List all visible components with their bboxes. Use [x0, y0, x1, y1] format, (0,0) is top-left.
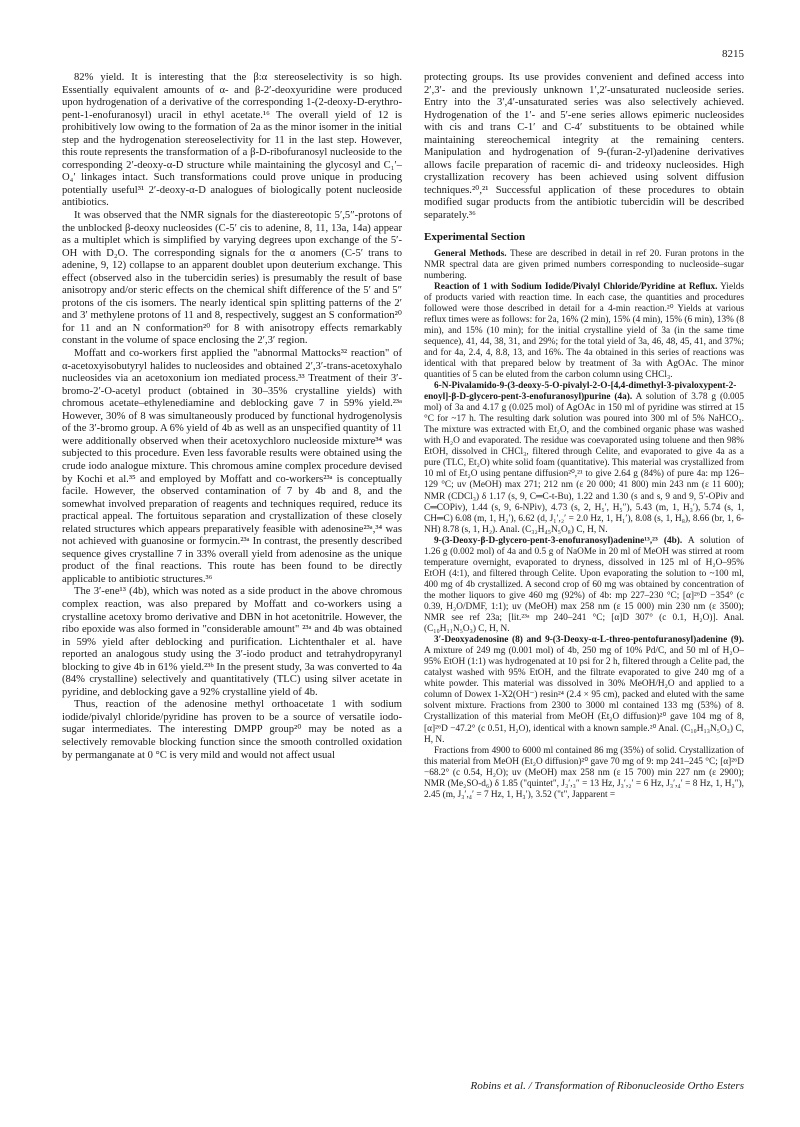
body-paragraph: It was observed that the NMR signals for the diastereotopic 5′,5″-protons of the unblocked β-deoxy nucleosides (C-5′ cis to adenine, 8, 11, 13a, 14a) appear as a multiplet which is simplified by varying degrees upon exchange of the 5′-OH with D₂O. The corresponding signals for the α anomers (C-5′ trans to adenine, 9, 12) collapse to an apparent doublet upon deuterium exchange. This effect (observed also in the tubercidin series) is presumably the result of base anisotropy and/or steric effects on the chemical shift difference of the 5′ and 5″ protons of the cis isomers. The nearly identical spin splitting patterns of the 2′ and 3′ methylene protons of 11 and 8, respectively, suggest an S conformation²⁰ for 11 and an N conformation²⁰ for 8 with anisotropy effects remarkably constant in the volume of space enclosing the 2′,3′ region. [62, 210, 402, 347]
body-paragraph: protecting groups. Its use provides convenient and defined access into 2′,3′- and the previously unknown 1′,2′-unsaturated nucleoside series. Entry into the 3′,4′-unsaturated series was also selectively achieved. Hydrogenation of the 1′- and 5′-ene series allows epimeric nucleosides with cis and trans C-1′ and C-4′ substituents to be obtained while maintaining stereochemical integrity at the remaining centers. Manipulation and hydrogenation of 9-(furan-2-yl)adenine derivatives allows facile preparation of racemic di- and trideoxy nucleosides. High crystallization recovery has been achieved using solvent diffusion techniques.²⁰,²¹ Successful application of these procedures to obtain modified sugar products from the antibiotic tubercidin will be described separately.³⁶ [424, 72, 744, 221]
entry-heading: General Methods. [434, 248, 507, 259]
section-title: Experimental Section [424, 231, 526, 243]
entry-text: A mixture of 249 mg (0.001 mol) of 4b, 250 mg of 10% Pd/C, and 50 ml of H₂O–95% EtOH (1:1) was hydrogenated at 10 psi for 2 h, filtered through a Celite pad, the catalyst washed with 95% EtOH, and the filtrate evaporated to give 240 mg of a white powder. This material was dissolved in 30% MeOH/H₂O and applied to a column of Dowex 1-X2(OH⁻) resin²⁴ (2.4 × 95 cm), packed and eluted with the same solvent mixture. Fractions from 2300 to 3000 ml contained 133 mg (53%) of 8. Crystallization of this material from MeOH (Et₂O diffusion)²⁰ gave 104 mg of 8, [α]²⁶D −47.2° (c 0.51, H₂O), identical with a known sample.²⁰ Anal. (C₁₀H₁₃N₅O₃) C, H, N. [424, 646, 744, 745]
left-column [62, 72, 402, 1072]
entry-text: Fractions from 4900 to 6000 ml contained 86 mg (35%) of solid. Crystallization of this material from MeOH (Et₂O diffusion)²⁰ gave 70 mg of 9: mp 241–245 °C; [α]²⁶D −68.2° (c 0.54, H₂O); uv (MeOH) max 258 nm (ε 15 700) min 227 nm (ε 2900); NMR (Me₂SO-d₆) δ 1.85 ("quintet", J₃′,₃″ = 13 Hz, J₃′,₂′ = 6 Hz, J₃′,₄′ = 8 Hz, 1, H₃″), 2.45 (m, J₃′,₄′ = 7 Hz, 1, H₃′), 3.52 ("t", Japparent = [424, 745, 744, 800]
experimental-entry [424, 282, 744, 381]
entry-heading: 3′-Deoxyadenosine (8) and 9-(3-Deoxy-α-L-threo-pentofuranosyl)adenine (9). [434, 635, 744, 646]
entry-heading: 6-N-Pivalamido-9-(3-deoxy-5-O-pivalyl-2-O-[4,4-dimethyl-3-pivaloxypent-2-enoyl]-β-D-glycero-pent-3-enofuranosyl)purine (4a). [424, 381, 737, 403]
entry-text: These are described in detail in ref 20. Furan protons in the NMR spectral data are given primed numbers corresponding to nucleoside–sugar numbering. [424, 248, 744, 281]
body-paragraph: 82% yield. It is interesting that the β:α stereoselectivity is so high. Essentially equivalent amounts of α- and β-2′-deoxyuridine were produced upon hydrogenation of a derivative of the corresponding 1-(2-deoxy-D-erythro-pent-1-enofuranosyl) uracil in ethyl acetate.¹⁶ The overall yield of 12 is prohibitively low owing to the formation of 2a as the minor isomer in the initial step and the hydrogenation stereoselectivity for 11 in the last step. However, this route represents the transformation of a β-D-ribofuranosyl nucleoside to the corresponding 2′-deoxy-α-D structure while maintaining the glycosyl and C₁′–O₄′ linkages intact. Such transformations could prove unique in producing potentially useful³¹ 2′-deoxy-α-D analogues of biologically potent nucleoside antibiotics. [62, 72, 402, 209]
entry-text: A solution of 1.26 g (0.002 mol) of 4a and 0.5 g of NaOMe in 20 ml of MeOH was stirred at room temperature overnight, evaporated to dryness, dissolved in 125 ml of H₂O–95% EtOH (4:1), and filtered through Celite. Upon evaporating the solution to ~100 ml, 400 mg of 4b crystallized. A second crop of 60 mg was obtained by concentration of the mother liquors to give 460 mg (92%) of 4b: mp 227–230 °C; [α]²⁶D −354° (c 0.39, H₂O/DMF, 1:1); uv (MeOH) max 258 nm (ε 15 000) min 230 nm (ε 3500); NMR see ref 23a; [lit.²³ᵃ mp 240–241 °C; [α]D 307° (c 0.1, H₂O)]. Anal. (C₁₀H₁₁N₅O₃) C, H, N. [424, 535, 744, 635]
body-paragraph: Thus, reaction of the adenosine methyl orthoacetate 1 with sodium iodide/pivalyl chloride/pyridine has proven to be a source of versatile iodo-sugar intermediates. The interesting DMPP group²⁰ may be noted as a selectively removable blocking function since the smooth controlled oxidation by permanganate at 0 °C is very mild and would not affect usual [62, 699, 402, 761]
experimental-entry [424, 635, 744, 745]
entry-text: Yields of products varied with reaction time. In each case, the quantities and procedures followed were those described in detail for a 4-min reaction.²⁰ Yields at various reflux times were as follows: for 2a, 16% (2 min), 15% (4 min), 15% (6 min), 13% (8 min), and 15% (10 min); for the initial crystalline yield of 3a (in the same time sequence), 41, 44, 38, 31, and 29%; for the total yield of 3a, 46, 48, 45, 41, and 37%; and for 4a, 2.4, 4, 8.8, 13, and 16%. The 4a obtained in this series of reactions was identical with that prepared below by treatment of 3a with AgOAc. The minor quantities of 5 can be eluted from the carbon column using CHCl₃. [424, 281, 744, 381]
page-number: 8215 [722, 48, 744, 60]
right-column [424, 72, 744, 1082]
experimental-entry [424, 536, 744, 635]
running-footer: Robins et al. / Transformation of Ribonucleoside Ortho Esters [470, 1080, 744, 1092]
body-paragraph: The 3′-ene¹³ (4b), which was noted as a side product in the above chromous complex reaction, was also prepared by Moffatt and co-workers using a crystalline acetoxy bromo derivative and DBN in hot acetonitrile. However, the ribo epoxide was also formed in "considerable amount" ²³ᵃ and 4b was obtained in 59% yield after deblocking and purification. Lichtenthaler et al. have reported an analogous study using the 3′-iodo product and tetrahydropyranyl blocking to give 4b in 61% yield.²³ᵇ In the present study, 3a was converted to 4a (84% crystalline) selectively and quantitatively (TLC) using silver acetate in pyridine, and deblocking gave a 92% crystalline yield of 4b. [62, 586, 402, 698]
entry-heading: Reaction of 1 with Sodium Iodide/Pivalyl Chloride/Pyridine at Reflux. [434, 281, 718, 292]
entry-text: A solution of 3.78 g (0.005 mol) of 3a and 4.17 g (0.025 mol) of AgOAc in 150 ml of pyridine was stirred at 15 °C for ~17 h. The resulting dark solution was poured into 300 ml of 5% NaHCO₃. The mixture was extracted with Et₂O, and the combined organic phase was washed with H₂O and evaporated. The residue was coevaporated using toluene and then 98% EtOH, dissolved in CHCl₃, filtered through Celite, and evaporated to give 4a as a pure (TLC, Et₂O) white solid foam (quantitative). This material was crystallized from 10 ml of Et₂O using pentane diffusion²⁰,²¹ to give 2.64 g (84%) of pure 4a: mp 126–129 °C; uv (MeOH) max 271; 212 nm (ε 20 000; 41 800) min 243 nm (ε 11 600); NMR (CDCl₃) δ 1.17 (s, 9, C═C-t-Bu), 1.22 and 1.30 (s and s, 9 and 9, 5′-OPiv and C═COPiv), 1.44 (s, 9, 6-NPiv), 4.73 (s, 2, H₅′, H₅″), 5.43 (m, 1, H₃′), 5.74 (s, 1, CH═C) 6.08 (m, 1, H₂′), 6.62 (d, J₁′,₂′ = 2.0 Hz, 1, H₁′), 8.08 (s, 1, H₈), 8.66 (br, 1, 6-NH) 8.78 (s, 1, H₂). Anal. (C₃₂H₄₅N₅O₈) C, H, N. [424, 392, 744, 535]
experimental-entry [424, 381, 744, 536]
experimental-entry [424, 249, 744, 282]
body-paragraph: Moffatt and co-workers first applied the "abnormal Mattocks³² reaction" of α-acetoxyisobutyryl halides to nucleosides and obtained 2′,3′-trans-acetoxyhalo nucleosides via an acetoxonium ion mediated process.³³ Treatment of their 3′-bromo-2′-O-acetyl product (obtained in 30–35% crystalline yields) with chromous acetate–ethylenediamine and deblocking gave 7 in 59% yield.²³ᵃ However, 30% of 8 was simultaneously produced by functional hydrogenolysis of the 3′-bromo group. A 6% yield of 4b as well as an unspecified quantity of 11 were additionally observed when their acetoxychloro nucleoside mixture³⁴ was subjected to this procedure. Even less favorable results were obtained using the crude iodo analogue mixture. This chromous amine complex procedure devised by Kochi et al.³⁵ and employed by Moffatt and co-workers²³ᵃ is conceptually facile. However, the observed contamination of 7 by 4b and 8, and the somewhat involved preparation of reagents and techniques required, reduce its practical appeal. The fortuitous separation and crystallization of these closely related structures which appears preparatively feasible with adenosine²³ᵃ,³⁴ was not achieved with guanosine or formycin.²³ᵃ In contrast, the presently described sequence gives crystalline 7 in 33% overall yield from adenosine as the unique product of the final reactions. This route has been found to be directly applicable to antibiotic structures.³⁶ [62, 348, 402, 585]
entry-heading: 9-(3-Deoxy-β-D-glycero-pent-3-enofuranosyl)adenine¹³,²³ (4b). [434, 535, 683, 546]
experimental-entry [424, 746, 744, 801]
